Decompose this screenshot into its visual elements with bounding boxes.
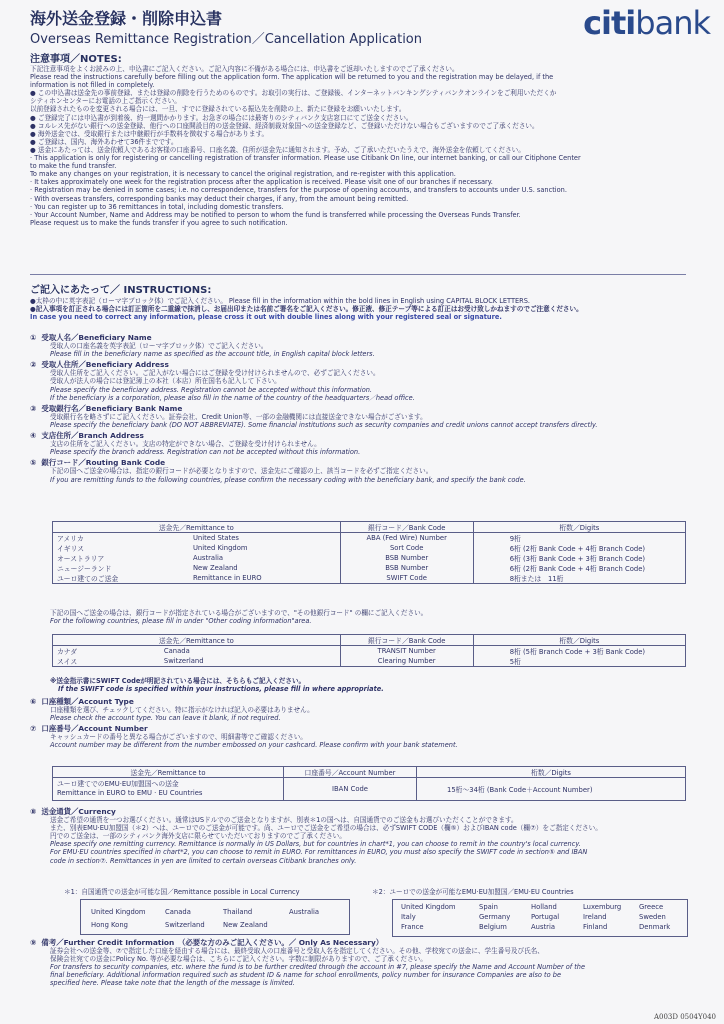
country-name: Austria bbox=[531, 923, 556, 931]
table-cell: 15桁〜34桁 (Bank Code＋Account Number) bbox=[417, 778, 686, 801]
note-line: If the SWIFT code is specified within your instructions, please fill in where appropriate. bbox=[58, 685, 384, 694]
table-cell: Clearing Number bbox=[340, 656, 473, 667]
item-branch-address bbox=[30, 432, 598, 456]
country-column bbox=[401, 902, 456, 932]
item-text: 受取人が法人の場合には登記簿上の本社（本店）所在国名も記入して下さい。 bbox=[50, 377, 281, 386]
item-text: 送金ご希望の通貨を一つお選びください。通常はUSドルでのご送金となりますが、別表＊1の国へは、自国通貨でのご送金もお選びいただくことができます。 bbox=[50, 816, 518, 825]
country-name: New Zealand bbox=[223, 921, 268, 929]
notes-block bbox=[30, 65, 581, 227]
table-row bbox=[53, 543, 686, 553]
table-cell: Australia bbox=[189, 553, 340, 563]
table-cell: ニュージーランド bbox=[53, 563, 189, 573]
country-name: Italy bbox=[401, 913, 416, 921]
country-name: Australia bbox=[289, 908, 320, 916]
notes-line: ● ご登録は、国内、海外あわせて36件までです。 bbox=[30, 137, 178, 146]
item-number: ⑦ bbox=[30, 724, 37, 734]
country-name: Thailand bbox=[223, 908, 253, 916]
table-cell: 8桁または 11桁 bbox=[473, 573, 685, 584]
item-text: Please check the account type. You can leave it blank, if not required. bbox=[50, 714, 281, 723]
table-cell: SWIFT Code bbox=[340, 573, 473, 584]
item-text: Please fill in the beneficiary name as specified as the account title, in English capital block letters. bbox=[50, 350, 375, 359]
table-row bbox=[53, 533, 686, 544]
notes-line: · With overseas transfers, corresponding banks may deduct their charges, if any, from the amount being remitted. bbox=[30, 194, 409, 203]
table-header: 送金先／Remittance to bbox=[53, 522, 341, 533]
instructions-intro-line: In case you need to correct any information, please cross it out with double lines along with your registered seal or signature. bbox=[30, 313, 502, 322]
notes-line: information is not filled in completely. bbox=[30, 81, 155, 90]
country-column bbox=[583, 902, 621, 932]
item-account-type bbox=[30, 698, 458, 722]
country-name: Holland bbox=[531, 903, 557, 911]
notes-line: ● この申込書は送金先の事前登録、または登録の削除を行うためのものです。お取引の実行は、ご登録後、インターネットバンキングシティバンクオンラインをご利用いただくか bbox=[30, 89, 557, 98]
notes-line: · This application is only for registering or cancelling registration of transfer information. Please use Citibank On line, our internet banking, or call our Citiphone Center bbox=[30, 154, 581, 163]
table-cell: 6桁 (3桁 Bank Code + 3桁 Branch Code) bbox=[473, 553, 685, 563]
item-beneficiary-address bbox=[30, 361, 598, 401]
table-cell: Remittance in EURO to EMU · EU Countries bbox=[57, 789, 203, 797]
logo-text-light: bank bbox=[635, 4, 710, 42]
table-row bbox=[53, 553, 686, 563]
item-text: For transfers to security companies, etc. where the fund is to be further credited through the account in #7, please specify the Name and Account Number of the bbox=[50, 963, 586, 972]
item-text: final beneficiary. Additional information required such as student ID & name for school enrollments, policy number for insurance Companies are also to be bbox=[50, 971, 562, 980]
notes-line: · Registration may be denied in some cases; i.e. no correspondence, transfers for the purpose of opening accounts, and transfers to accounts under U.S. sanction. bbox=[30, 186, 567, 195]
item-text: キャッシュカードの番号と異なる場合がございますので、明細書等でご確認ください。 bbox=[50, 733, 307, 742]
item-title: 送金通貨／Currency bbox=[41, 807, 116, 816]
notes-line: Please read the instructions carefully before filling out the application form. The application will be returned to you and the registration may be delayed, if the bbox=[30, 73, 554, 82]
item-title: 受取人名／Beneficiary Name bbox=[41, 333, 152, 342]
iban-table bbox=[52, 766, 686, 801]
chart2-label: ＊2：ユーロでの送金が可能なEMU·EU加盟国／EMU·EU Countries bbox=[372, 888, 574, 896]
notes-line: ● コルレス先がない銀行への送金登録、他行への口座開設目的の送金登録、経済制裁対象国への送金登録など、ご登録いただけない場合もございますのでご了承ください。 bbox=[30, 121, 539, 130]
swift-note bbox=[50, 677, 384, 693]
table-cell: BSB Number bbox=[340, 563, 473, 573]
country-name: Canada bbox=[165, 908, 191, 916]
country-name: Belgium bbox=[479, 923, 507, 931]
instructions-intro bbox=[30, 297, 583, 321]
section-divider bbox=[30, 274, 686, 275]
local-currency-box bbox=[80, 899, 350, 935]
notes-line: to make the fund transfer. bbox=[30, 162, 117, 171]
emu-countries-box bbox=[392, 899, 688, 937]
item-text: また、別表EMU·EU加盟国（＊2）へは、ユーロでのご送金が可能です。尚、ユーロでご送金をご希望の場合は、必ずSWIFT CODE（欄⑤）およびIBAN code（欄⑦）をご指定ください。 bbox=[50, 824, 602, 833]
table-cell: Remittance in EURO bbox=[189, 573, 340, 584]
table-cell: 8桁 (5桁 Branch Code + 3桁 Bank Code) bbox=[473, 646, 685, 657]
item-title: 受取銀行名／Beneficiary Bank Name bbox=[41, 403, 183, 413]
table-cell: Switzerland bbox=[160, 656, 340, 667]
other-coding-note bbox=[50, 609, 427, 625]
table-header: 口座番号／Account Number bbox=[284, 767, 417, 778]
form-title-japanese: 海外送金登録・削除申込書 bbox=[30, 9, 223, 28]
table-cell: United Kingdom bbox=[189, 543, 340, 553]
item-text: Please specify one remitting currency. Remittance is normally in US Dollars, but for countries in chart*1, you can choose to remit in the country's local currency. bbox=[50, 840, 581, 849]
item-text: 口座種類を選び、チェックしてください。特に指示がなければ記入の必要はありません。 bbox=[50, 706, 314, 715]
item-title: 支店住所／Branch Address bbox=[41, 431, 144, 441]
item-text: Account number may be different from the number embossed on your cashcard. Please confirm with your bank statement. bbox=[50, 741, 458, 750]
item-number: ② bbox=[30, 360, 37, 370]
table-header: 銀行コード／Bank Code bbox=[340, 522, 473, 533]
item-number: ③ bbox=[30, 403, 37, 413]
notes-heading: 注意事項／NOTES: bbox=[30, 54, 122, 65]
notes-line: To make any changes on your registration, it is necessary to cancel the original registration, and re-register with this application. bbox=[30, 170, 456, 179]
note-line: For the following countries, please fill in under "Other coding information"area. bbox=[50, 617, 312, 626]
item-routing-bank-code bbox=[30, 459, 598, 483]
country-name: Switzerland bbox=[165, 921, 205, 929]
table-cell: Sort Code bbox=[340, 543, 473, 553]
instructions-intro-line: ●太枠の中に英字表記（ローマ字ブロック体）でご記入ください。 Please fill in the information within the bold lines in English using CAPITAL BLOCK LETTERS. bbox=[30, 297, 531, 305]
country-column bbox=[479, 902, 510, 932]
table-cell: 9桁 bbox=[473, 533, 685, 544]
item-text: Please specify the beneficiary bank (DO NOT ABBREVIATE). Some financial institutions such as security companies and credit unions cannot accept transfers directly. bbox=[50, 420, 598, 429]
country-name: France bbox=[401, 923, 424, 931]
item-beneficiary-name bbox=[30, 334, 598, 358]
table-cell: Canada bbox=[160, 646, 340, 657]
notes-line: Please request us to make the funds transfer if you agree to such notification. bbox=[30, 218, 288, 227]
item-text: 円でのご送金は、一部のシティバンク海外支店に限らせていただいておりますのでご了承ください。 bbox=[50, 832, 346, 841]
country-name: Hong Kong bbox=[91, 921, 128, 929]
country-name: Spain bbox=[479, 903, 498, 911]
table-row bbox=[53, 563, 686, 573]
table-cell: IBAN Code bbox=[284, 778, 417, 801]
item-title: 受取人住所／Beneficiary Address bbox=[41, 360, 169, 370]
notes-line: シティホンセンターにお電話の上ご指示ください。 bbox=[30, 97, 181, 106]
table-header: 桁数／Digits bbox=[417, 767, 686, 778]
item-number: ④ bbox=[30, 431, 37, 441]
notes-line: 下記注意事項をよくお読みの上、申込書にご記入ください。ご記入内容に不備がある場合には、申込書をご返却いたしますのでご了承ください。 bbox=[30, 65, 459, 73]
table-cell: ABA (Fed Wire) Number bbox=[340, 533, 473, 544]
item-title: 口座番号／Account Number bbox=[41, 724, 148, 734]
item-text: specified here. Please take note that the length of the message is limited. bbox=[50, 979, 295, 988]
item-text: 下記の国へご送金の場合は、指定の銀行コードが必要となりますので、送金先にご確認の上、該当コードを必ずご指定ください。 bbox=[50, 467, 433, 476]
country-name: Sweden bbox=[639, 913, 666, 921]
note-line: ※送金指示書にSWIFT Codeが明記されている場合には、そちらもご記入ください。 bbox=[50, 677, 306, 685]
table-cell: アメリカ bbox=[53, 533, 189, 544]
item-text: 支店の住所をご記入ください。支店の特定ができない場合、ご登録を受け付けられません。 bbox=[50, 440, 321, 449]
table-cell: オーストラリア bbox=[53, 553, 189, 563]
country-name: Luxemburg bbox=[583, 903, 622, 911]
item-title: 備考／Further Credit Information （必要な方のみご記入ください。／ Only As Necessary） bbox=[41, 938, 384, 947]
notes-line: · Your Account Number, Name and Address may be notified to person to whom the fund is transferred while processing the Overseas Funds Transfer. bbox=[30, 210, 521, 219]
notes-line: · You can register up to 36 remittances in total, including domestic transfers. bbox=[30, 202, 284, 211]
instruction-items bbox=[30, 334, 598, 484]
table-row bbox=[53, 646, 686, 657]
instructions-intro-line: ●記入事項を訂正される場合には訂正箇所を二重線で抹消し、お届出印または名前ご署名をご記入ください。修正液、修正テープ等による訂正はお受け致しかねますのでご注意ください。 bbox=[30, 305, 583, 314]
item-text: If you are remitting funds to the following countries, please confirm the necessary coding with the beneficiary bank, and specify the bank code. bbox=[50, 475, 526, 484]
notes-line: ● 海外送金では、受取銀行または中継銀行が手数料を徴収する場合があります。 bbox=[30, 129, 269, 138]
table-cell: BSB Number bbox=[340, 553, 473, 563]
item-number: ⑥ bbox=[30, 697, 37, 706]
country-name: Greece bbox=[639, 903, 664, 911]
table-row bbox=[53, 573, 686, 584]
item-number: ⑤ bbox=[30, 458, 37, 468]
item-title: 口座種類／Account Type bbox=[41, 697, 134, 706]
table-cell: 6桁 (2桁 Bank Code + 4桁 Branch Code) bbox=[473, 563, 685, 573]
table-cell: スイス bbox=[53, 656, 160, 667]
country-name: Portugal bbox=[531, 913, 560, 921]
table-cell: ユーロ建てのご送金 bbox=[53, 573, 189, 584]
item-text: 保険会社宛ての送金にPolicy No. 等が必要な場合は、こちらにご記入ください。字数に制限がありますので、ご了承ください。 bbox=[50, 955, 427, 964]
table-header: 銀行コード／Bank Code bbox=[340, 635, 473, 646]
note-line: 下記の国へご送金の場合は、銀行コードが指定されている場合がございますので、"その他銀行コード" の欄にご記入ください。 bbox=[50, 609, 428, 617]
item-title: 銀行コード／Routing Bank Code bbox=[41, 458, 166, 468]
table-cell: United States bbox=[189, 533, 340, 544]
item-text: 受取人の口座名義を英字表記（ローマ字ブロック体）でご記入ください。 bbox=[50, 342, 268, 351]
item-number: ⑨ bbox=[30, 938, 37, 947]
item-text: Please specify the branch address. Registration can not be accepted without this information. bbox=[50, 448, 361, 457]
instructions-heading: ご記入にあたって／ INSTRUCTIONS: bbox=[30, 285, 212, 296]
form-title-english: Overseas Remittance Registration／Cancellation Application bbox=[30, 32, 422, 47]
table-cell: 6桁 (2桁 Bank Code + 4桁 Branch Code) bbox=[473, 543, 685, 553]
logo-text-bold: citi bbox=[583, 4, 636, 42]
item-number: ① bbox=[30, 333, 37, 342]
table-cell: ユーロ建てでのEMU·EU加盟国への送金 bbox=[57, 780, 179, 788]
table-header: 送金先／Remittance to bbox=[53, 635, 341, 646]
country-column bbox=[531, 902, 559, 932]
other-coding-table bbox=[52, 634, 686, 667]
table-row bbox=[53, 656, 686, 667]
table-cell: TRANSIT Number bbox=[340, 646, 473, 657]
instruction-items-2 bbox=[30, 698, 458, 750]
item-text: For EMU·EU countries specified in chart*2, you can choose to remit in EURO. For remittances in EURO, you must also specify the SWIFT code in section⑤ and IBAN bbox=[50, 848, 588, 857]
notes-line: ● ご登録完了には申込書が到着後、約一週間かかります。お急ぎの場合には最寄りのシティバンク支店窓口にてご送金ください。 bbox=[30, 113, 413, 122]
country-name: Denmark bbox=[639, 923, 671, 931]
country-name: Germany bbox=[479, 913, 511, 921]
table-header: 桁数／Digits bbox=[473, 635, 685, 646]
citibank-logo bbox=[583, 4, 710, 42]
country-name: United Kingdom bbox=[91, 908, 146, 916]
country-name: Finland bbox=[583, 923, 608, 931]
item-text: If the beneficiary is a corporation, please also fill in the name of the country of the headquarters／head office. bbox=[50, 393, 415, 402]
table-cell: New Zealand bbox=[189, 563, 340, 573]
item-text: 証券会社への送金等、⑦で指定した口座を経由する場合には、最終受取人の口座番号と受取人名を指定してください。その他、学校宛ての送金に、学生番号及び氏名、 bbox=[50, 947, 544, 956]
table-cell: カナダ bbox=[53, 646, 160, 657]
table-header: 送金先／Remittance to bbox=[53, 767, 284, 778]
chart1-label: ＊1：自国通貨での送金が可能な国／Remittance possible in Local Currency bbox=[64, 888, 300, 896]
table-header: 桁数／Digits bbox=[473, 522, 685, 533]
table-cell: 5桁 bbox=[473, 656, 685, 667]
item-text: Please specify the beneficiary address. Registration cannot be accepted without this information. bbox=[50, 385, 373, 394]
item-beneficiary-bank-name bbox=[30, 405, 598, 429]
item-text: 受取人住所をご記入ください。ご記入がない場合にはご登録を受け付けられませんので、必ずご記入ください。 bbox=[50, 369, 380, 378]
notes-line: ● 送金にあたっては、送金依頼人であるお客様の口座番号、口座名義、住所が送金先に通知されます。予め、ご了承いただいたうえで、海外送金を依頼してください。 bbox=[30, 145, 525, 154]
country-column bbox=[639, 902, 670, 932]
country-name: United Kingdom bbox=[401, 903, 456, 911]
item-text: 受取銀行名を略さずにご記入ください。証券会社、Credit Union等、一部の金融機関には直接送金できない場合がございます。 bbox=[50, 412, 427, 421]
bank-code-table bbox=[52, 521, 686, 584]
notes-line: 以前登録されたものを変更される場合には、一旦、すでに登録されている振込先を削除の上、新たに登録をお願いいたします。 bbox=[30, 105, 406, 114]
country-name: Ireland bbox=[583, 913, 607, 921]
item-text: code in section⑦. Remittances in yen are limited to certain overseas Citibank branches only. bbox=[50, 856, 357, 865]
form-code: A003D 0504Y040 bbox=[653, 1013, 716, 1021]
notes-line: · It takes approximately one week for the registration process after the application is received. Please visit one of our branches if necessary. bbox=[30, 178, 493, 187]
item-further-credit bbox=[30, 939, 585, 988]
item-account-number bbox=[30, 725, 458, 749]
item-number: ⑧ bbox=[30, 807, 37, 816]
table-row bbox=[53, 778, 686, 801]
item-currency bbox=[30, 808, 602, 865]
table-cell: イギリス bbox=[53, 543, 189, 553]
